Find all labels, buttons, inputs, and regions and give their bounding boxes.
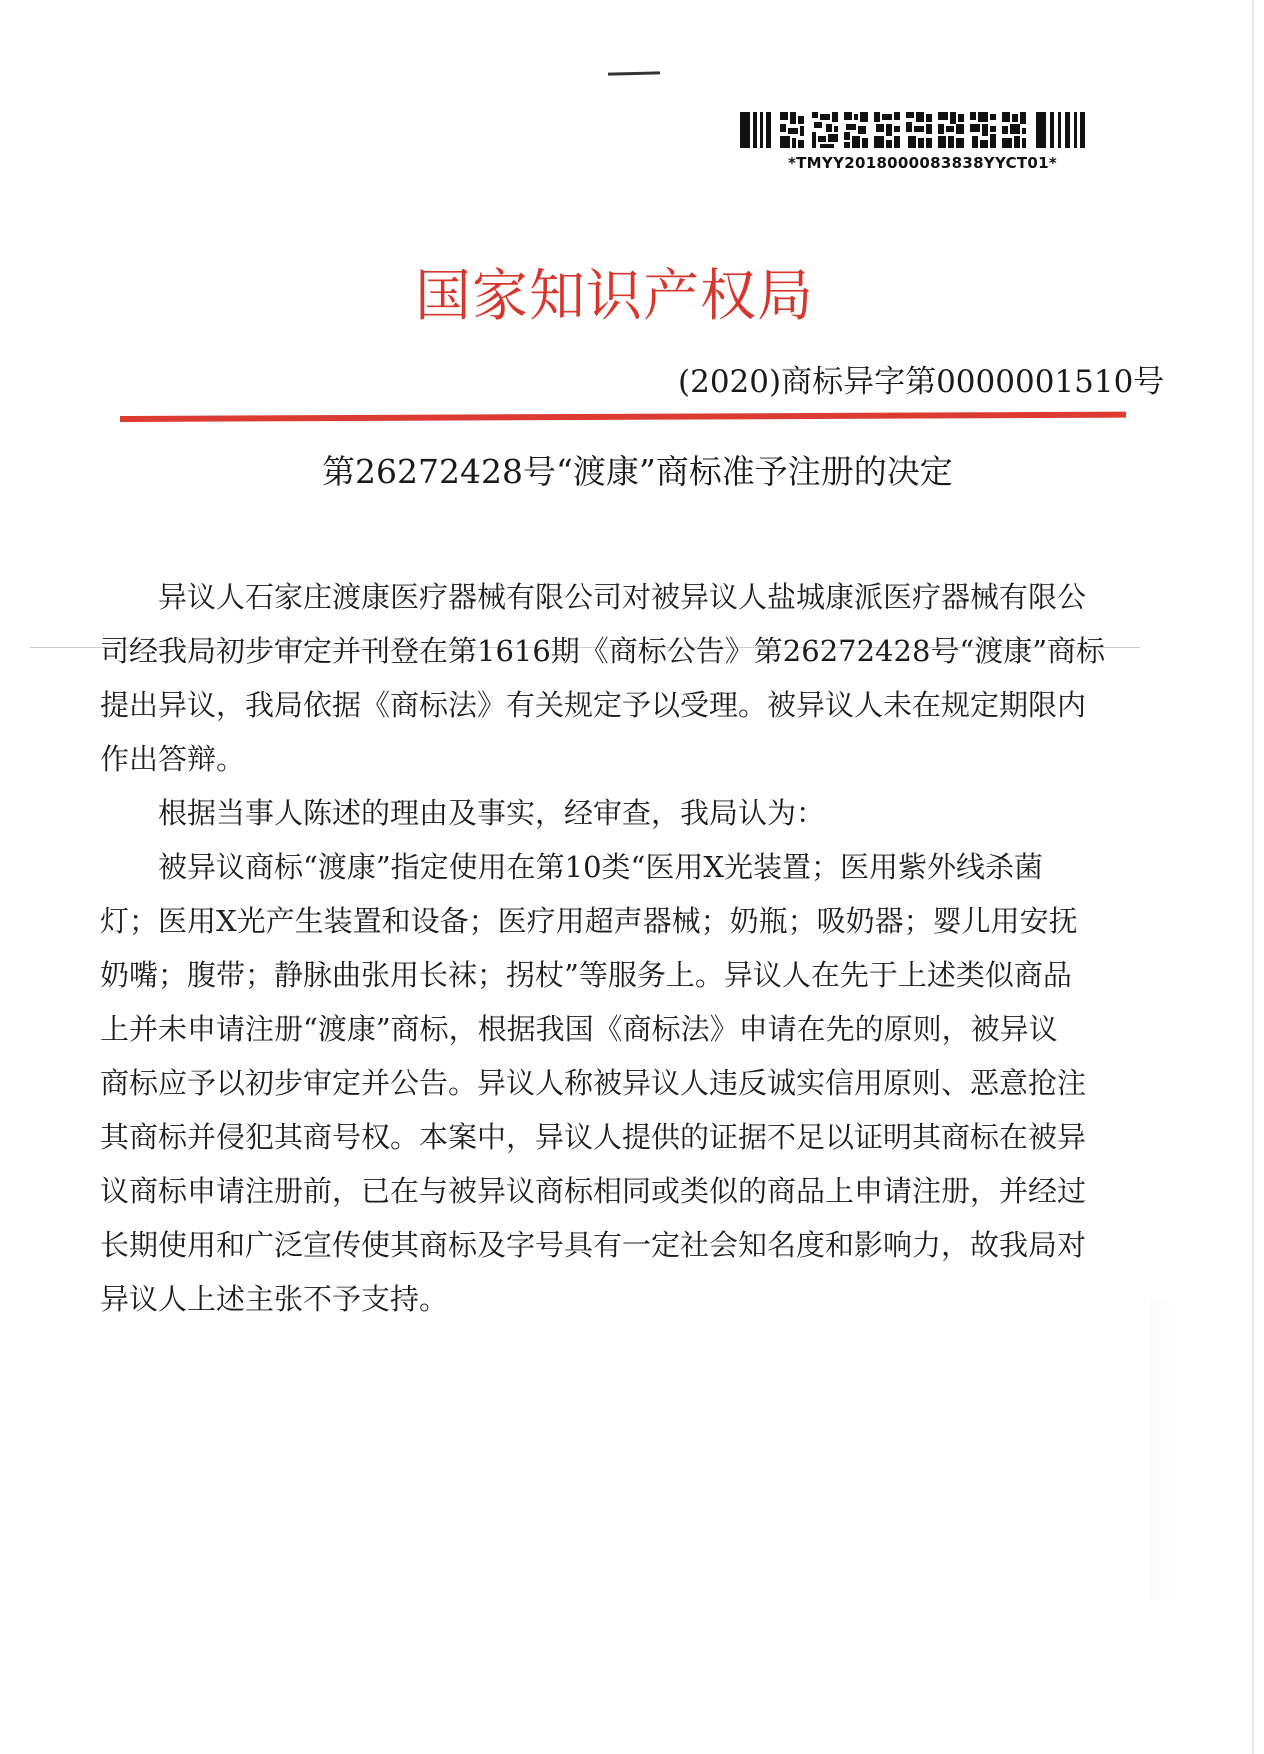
document-title: 第26272428号“渡康”商标准予注册的决定: [322, 452, 953, 491]
body-line: 长期使用和广泛宣传使其商标及字号具有一定社会知名度和影响力，故我局对: [100, 1228, 1087, 1262]
scan-shadow: [1150, 1300, 1180, 1600]
body-line: 其商标并侵犯其商号权。本案中，异议人提供的证据不足以证明其商标在被异: [100, 1120, 1087, 1154]
body-line: 根据当事人陈述的理由及事实，经审查，我局认为：: [100, 796, 826, 830]
barcode-image: [740, 112, 1086, 152]
body-line: 商标应予以初步审定并公告。异议人称被异议人违反诚实信用原则、恶意抢注: [100, 1066, 1087, 1100]
body-line: 议商标申请注册前，已在与被异议商标相同或类似的商品上申请注册，并经过: [100, 1174, 1087, 1208]
document-number: (2020)商标异字第0000001510号: [678, 364, 1165, 400]
body-line: 司经我局初步审定并刊登在第1616期《商标公告》第26272428号“渡康”商标: [100, 634, 1106, 668]
body-line: 提出异议，我局依据《商标法》有关规定予以受理。被异议人未在规定期限内: [100, 688, 1087, 722]
body-line: 异议人上述主张不予支持。: [100, 1282, 449, 1316]
body-line: 被异议商标“渡康”指定使用在第10类“医用X光装置；医用紫外线杀菌: [100, 850, 1044, 884]
top-mark: [608, 71, 660, 75]
agency-name: 国家知识产权局: [415, 264, 814, 329]
page-edge: [1252, 0, 1254, 1754]
red-divider: [120, 412, 1126, 422]
body-line: 灯；医用X光产生装置和设备；医疗用超声器械；奶瓶；吸奶器；婴儿用安抚: [100, 904, 1078, 938]
document-body: [100, 570, 1106, 1326]
body-line: 上并未申请注册“渡康”商标，根据我国《商标法》申请在先的原则，被异议: [100, 1012, 1058, 1046]
barcode-text: *TMYY2018000083838YYCT01*: [788, 154, 1058, 172]
body-line: 奶嘴；腹带；静脉曲张用长袜；拐杖”等服务上。异议人在先于上述类似商品: [100, 958, 1072, 992]
body-line: 作出答辩。: [100, 742, 246, 776]
body-line: 异议人石家庄渡康医疗器械有限公司对被异议人盐城康派医疗器械有限公: [100, 580, 1087, 614]
